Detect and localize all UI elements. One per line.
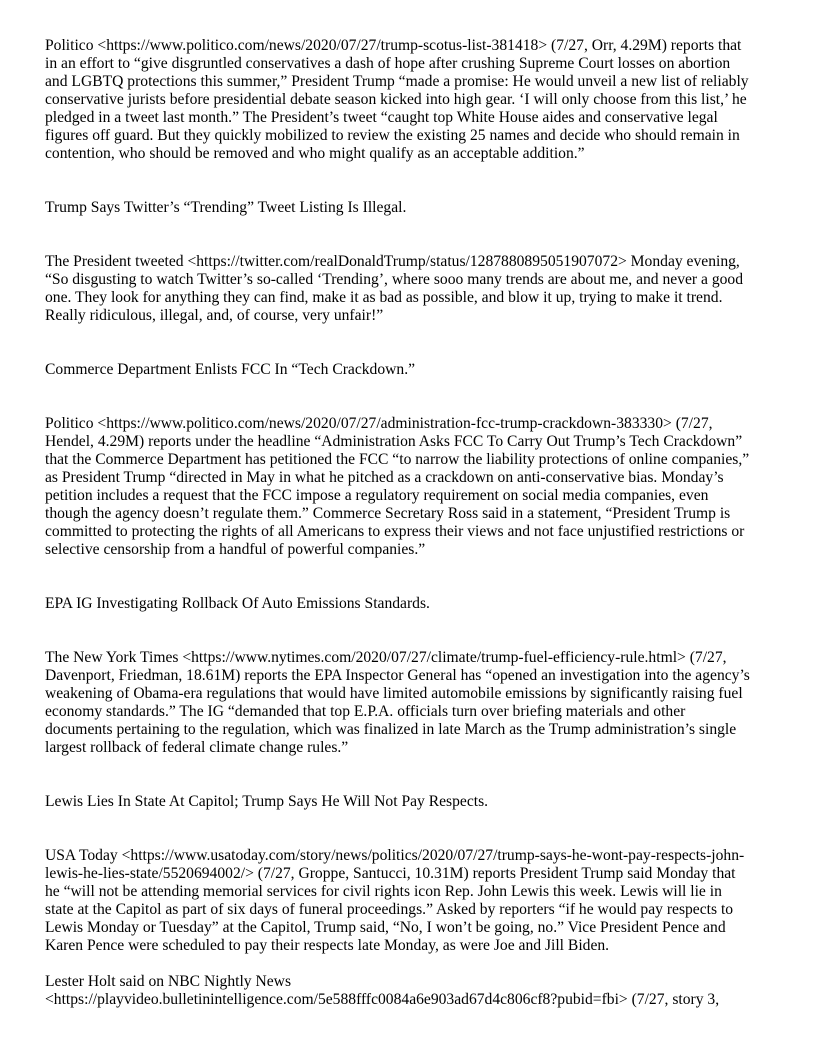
text-line: Karen Pence were scheduled to pay their respects late Monday, as were Joe and Jill Biden. — [45, 937, 610, 954]
text-line: figures off guard. But they quickly mobilized to review the existing 25 names and decide who should remain in — [45, 127, 740, 144]
article-paragraph-nbc-holt — [45, 973, 775, 1009]
article-paragraph-scotus-list — [45, 37, 775, 163]
text-line: Really ridiculous, illegal, and, of course, very unfair!” — [45, 307, 384, 324]
text-line: largest rollback of federal climate change rules.” — [45, 739, 349, 756]
headline-text: Lewis Lies In State At Capitol; Trump Says He Will Not Pay Respects. — [45, 793, 489, 810]
text-line: conservative jurists before presidential debate season kicked into high gear. ‘I will only choose from this list,’ he — [45, 91, 747, 108]
text-line: petition includes a request that the FCC impose a regulatory requirement on social media companies, even — [45, 487, 709, 504]
text-line: USA Today <https://www.usatoday.com/story/news/politics/2020/07/27/trump-says-he-wont-pay-respects-john- — [45, 847, 745, 864]
article-paragraph-twitter-tweet — [45, 253, 775, 325]
article-paragraph-fcc-crackdown — [45, 415, 775, 559]
text-line: <https://playvideo.bulletinintelligence.com/5e588fffc0084a6e903ad67d4c806cf8?pubid=fbi> (7/27, story 3, — [45, 991, 720, 1008]
text-line: The President tweeted <https://twitter.com/realDonaldTrump/status/1287880895051907072> Monday evening, — [45, 253, 740, 270]
text-line: The New York Times <https://www.nytimes.com/2020/07/27/climate/trump-fuel-efficiency-rule.html> (7/27, — [45, 649, 727, 666]
text-line: Politico <https://www.politico.com/news/2020/07/27/administration-fcc-trump-crackdown-383330> (7/27, — [45, 415, 713, 432]
headline-text: Commerce Department Enlists FCC In “Tech Crackdown.” — [45, 361, 416, 378]
text-line: “So disgusting to watch Twitter’s so-called ‘Trending’, where sooo many trends are about me, and never a good — [45, 271, 744, 288]
text-line: weakening of Obama-era regulations that would have limited automobile emissions by significantly raising fuel — [45, 685, 743, 702]
text-line: Politico <https://www.politico.com/news/2020/07/27/trump-scotus-list-381418> (7/27, Orr, 4.29M) reports that — [45, 37, 742, 54]
headline-twitter-trending — [45, 199, 775, 217]
text-line: one. They look for anything they can find, make it as bad as possible, and blow it up, trying to make it trend. — [45, 289, 723, 306]
text-line: and LGBTQ protections this summer,” President Trump “made a promise: He would unveil a new list of reliably — [45, 73, 749, 90]
text-line: he “will not be attending memorial services for civil rights icon Rep. John Lewis this week. Lewis will lie in — [45, 883, 722, 900]
text-line: Lester Holt said on NBC Nightly News — [45, 973, 292, 990]
text-line: selective censorship from a handful of powerful companies.” — [45, 541, 426, 558]
text-line: contention, who should be removed and who might qualify as an acceptable addition.” — [45, 145, 585, 162]
article-paragraph-epa-investigation — [45, 649, 775, 757]
text-line: in an effort to “give disgruntled conservatives a dash of hope after crushing Supreme Court losses on abortion — [45, 55, 731, 72]
text-line: state at the Capitol as part of six days of funeral proceedings.” Asked by reporters “if he would pay respects to — [45, 901, 734, 918]
headline-commerce-fcc — [45, 361, 775, 379]
text-line: as President Trump “directed in May in what he pitched as a crackdown on anti-conservative bias. Monday’s — [45, 469, 724, 486]
text-line: committed to protecting the rights of all Americans to express their views and not face unjustified restrictions or — [45, 523, 745, 540]
headline-lewis-capitol — [45, 793, 775, 811]
headline-text: Trump Says Twitter’s “Trending” Tweet Listing Is Illegal. — [45, 199, 407, 216]
headline-text: EPA IG Investigating Rollback Of Auto Emissions Standards. — [45, 595, 430, 612]
text-line: though the agency doesn’t regulate them.” Commerce Secretary Ross said in a statement, “President Trump is — [45, 505, 731, 522]
text-line: Lewis Monday or Tuesday” at the Capitol, Trump said, “No, I won’t be going, no.” Vice President Pence and — [45, 919, 726, 936]
text-line: pledged in a tweet last month.” The President’s tweet “caught top White House aides and conservative legal — [45, 109, 718, 126]
text-line: lewis-he-lies-state/5520694002/> (7/27, Groppe, Santucci, 10.31M) reports President Trump said Monday that — [45, 865, 736, 882]
article-paragraph-lewis-respects — [45, 847, 775, 955]
text-line: Hendel, 4.29M) reports under the headline “Administration Asks FCC To Carry Out Trump’s Tech Crackdown” — [45, 433, 743, 450]
text-line: documents pertaining to the regulation, which was finalized in late March as the Trump administration’s single — [45, 721, 737, 738]
text-line: Davenport, Friedman, 18.61M) reports the EPA Inspector General has “opened an investigation into the agency’s — [45, 667, 750, 684]
headline-epa-ig — [45, 595, 775, 613]
text-line: economy standards.” The IG “demanded that top E.P.A. officials turn over briefing materials and other — [45, 703, 686, 720]
text-line: that the Commerce Department has petitioned the FCC “to narrow the liability protections of online companies,” — [45, 451, 750, 468]
document-page — [45, 37, 775, 1009]
